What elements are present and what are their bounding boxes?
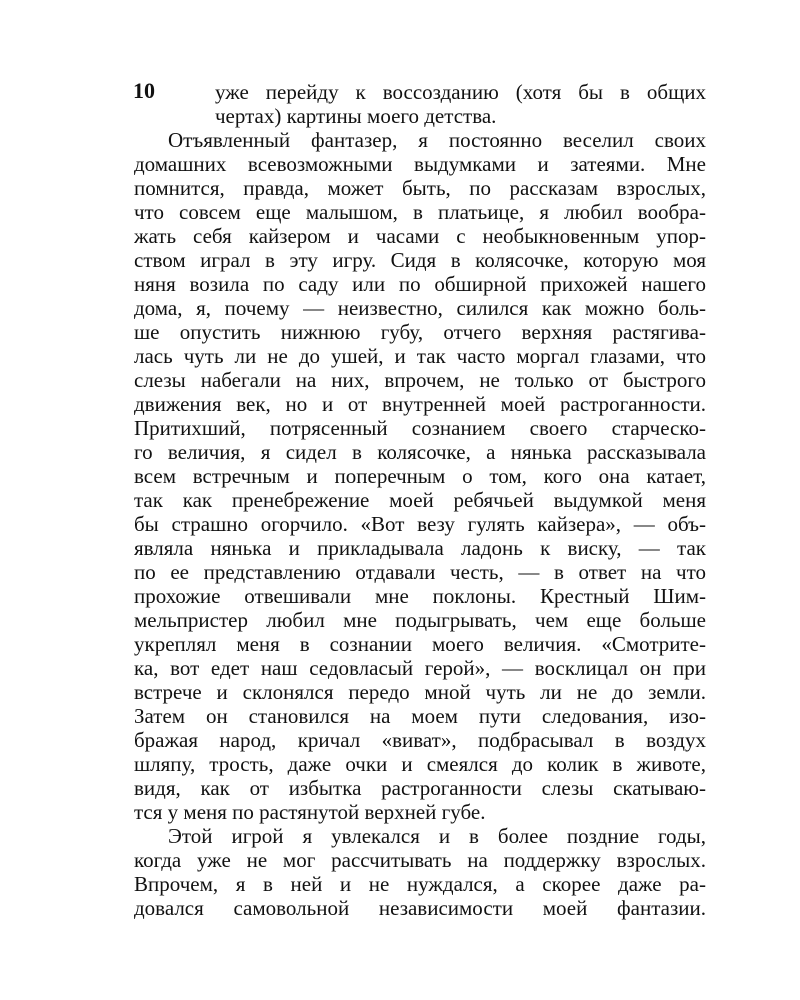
text-line: ством играл в эту игру. Сидя в колясочке, которую моя xyxy=(134,248,706,272)
text-line: ше опустить нижнюю губу, отчего верхняя растягива- xyxy=(134,320,706,344)
text-line: бы страшно огорчило. «Вот везу гулять кайзера», — объ- xyxy=(134,512,706,536)
text-line: лась чуть ли не до ушей, и так часто моргал глазами, что xyxy=(134,344,706,368)
text-line: являла нянька и прикладывала ладонь к виску, — так xyxy=(134,536,706,560)
text-line: движения век, но и от внутренней моей растроганности. xyxy=(134,392,706,416)
text-line: слезы набегали на них, впрочем, не только от быстрого xyxy=(134,368,706,392)
text-line: помнится, правда, может быть, по рассказам взрослых, xyxy=(134,176,706,200)
text-line: Отъявленный фантазер, я постоянно веселил своих xyxy=(168,128,706,152)
text-line: видя, как от избытка растроганности слезы скатываю- xyxy=(134,776,706,800)
text-line: что совсем еще малышом, в платьице, я любил вообра- xyxy=(134,200,706,224)
text-line: довался самовольной независимости моей фантазии. xyxy=(134,896,706,920)
text-line: Впрочем, я в ней и не нуждался, а скорее даже ра- xyxy=(134,872,706,896)
text-line: тся у меня по растянутой верхней губе. xyxy=(134,800,486,824)
text-line: домашних всевозможными выдумками и затеями. Мне xyxy=(134,152,706,176)
text-line: жать себя кайзером и часами с необыкновенным упор- xyxy=(134,224,706,248)
text-line: го величия, я сидел в колясочке, а нянька рассказывала xyxy=(134,440,706,464)
text-line: укреплял меня в сознании моего величия. «Смотрите- xyxy=(134,632,706,656)
text-line: ка, вот едет наш седовласый герой», — восклицал он при xyxy=(134,656,706,680)
text-line: Этой игрой я увлекался и в более поздние годы, xyxy=(168,824,706,848)
page-number: 10 xyxy=(133,78,155,103)
text-line: уже перейду к воссозданию (хотя бы в общих xyxy=(215,80,706,104)
text-line: мельпристер любил мне подыгрывать, чем еще больше xyxy=(134,608,706,632)
text-line: шляпу, трость, даже очки и смеялся до колик в животе, xyxy=(134,752,706,776)
text-line: бражая народ, кричал «виват», подбрасывал в воздух xyxy=(134,728,706,752)
text-line: Притихший, потрясенный сознанием своего старческо- xyxy=(134,416,706,440)
text-line: прохожие отвешивали мне поклоны. Крестный Шим- xyxy=(134,584,706,608)
text-line: няня возила по саду или по обширной прихожей нашего xyxy=(134,272,706,296)
text-line: по ее представлению отдавали честь, — в ответ на что xyxy=(134,560,706,584)
text-line: так как пренебрежение моей ребячьей выдумкой меня xyxy=(134,488,706,512)
text-line: встрече и склонялся передо мной чуть ли не до земли. xyxy=(134,680,706,704)
text-line: чертах) картины моего детства. xyxy=(215,104,497,128)
text-line: когда уже не мог рассчитывать на поддержку взрослых. xyxy=(134,848,706,872)
text-line: всем встречным и поперечным о том, кого она катает, xyxy=(134,464,706,488)
text-line: Затем он становился на моем пути следования, изо- xyxy=(134,704,706,728)
text-line: дома, я, почему — неизвестно, силился как можно боль- xyxy=(134,296,706,320)
